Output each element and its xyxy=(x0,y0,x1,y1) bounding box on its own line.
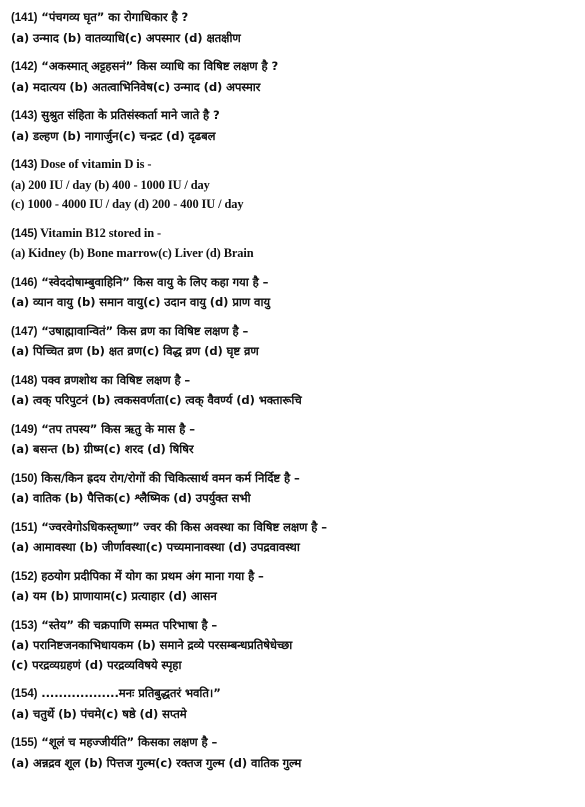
question-item xyxy=(11,106,575,146)
question-number: (146) xyxy=(11,276,38,289)
answer-options: (a) अन्नद्रव शूल (b) पित्तज गुल्म(c) रक्तज गुल्म (d) वातिक गुल्म xyxy=(11,755,302,770)
question-number: (152) xyxy=(11,570,38,583)
question-number: (148) xyxy=(11,374,38,387)
question-number: (145) xyxy=(11,227,38,240)
answer-options: (c) परद्रव्यग्रहणं (d) परद्रव्यविषये स्पृहा xyxy=(11,657,182,672)
question-text: (155) “शूलं च महज्जीर्यति” किसका लक्षण है – xyxy=(11,735,218,749)
question-item xyxy=(11,733,575,773)
question-text: (142) “अकस्मात् अट्टहसनं” किस व्याधि का विषिष्ट लक्षण है ? xyxy=(11,59,279,73)
question-number: (147) xyxy=(11,325,38,338)
answer-options: (a) वातिक (b) पैत्तिक(c) श्लैष्मिक (d) उपर्युक्त सभी xyxy=(11,491,251,505)
answer-options: (a) चतुर्थे (b) पंचमे(c) षष्ठे (d) सप्तमे xyxy=(11,706,187,721)
question-item xyxy=(11,567,575,607)
answer-options: (a) पिच्चित व्रण (b) क्षत व्रण(c) विद्ध व्रण (d) घृष्ट व्रण xyxy=(11,344,259,358)
answer-options: (a) उन्माद (b) वातव्याधि(c) अपस्मार (d) क्षतक्षीण xyxy=(11,30,241,45)
question-item xyxy=(11,371,575,411)
answer-options: (a) यम (b) प्राणायाम(c) प्रत्याहार (d) आसन xyxy=(11,589,217,603)
question-text: (147) “उषाह्मावान्वितं” किस व्रण का विषिष्ट लक्षण है – xyxy=(11,323,249,338)
question-text: (153) “स्तेय” की चक्रपाणि सम्मत परिभाषा है – xyxy=(11,617,218,632)
answer-options: (a) 200 IU / day (b) 400 - 1000 IU / day xyxy=(11,177,210,192)
answer-options: (a) बसन्त (b) ग्रीष्म(c) शरद (d) षिषिर xyxy=(11,442,194,456)
question-item xyxy=(11,420,575,460)
answer-options: (a) व्यान वायु (b) समान वायु(c) उदान वायु (d) प्राण वायु xyxy=(11,295,271,309)
question-number: (143) xyxy=(11,159,38,171)
question-number: (155) xyxy=(11,737,38,749)
question-text: (148) पक्व व्रणशोथ का विषिष्ट लक्षण है – xyxy=(11,372,191,387)
answer-options: (a) त्वक् परिपुटनं (b) त्वकसवर्णता(c) त्वक् वैवर्ण्य (d) भक्तारूचि xyxy=(11,393,302,407)
question-item xyxy=(11,518,575,558)
answer-options: (a) परानिष्टजनकाभिधायकम (b) समाने द्रव्ये परसम्बन्धप्रतिषेधेच्छा xyxy=(11,638,293,652)
question-number: (153) xyxy=(11,619,38,632)
question-text: (151) “ज्वरवेगोऽधिकस्तृष्णा” ज्वर की किस अवस्था का विषिष्ट लक्षण है – xyxy=(11,519,327,534)
question-number: (154) xyxy=(11,688,38,700)
question-text: (152) हठयोग प्रदीपिका में योग का प्रथम अंग माना गया है – xyxy=(11,568,264,583)
question-item xyxy=(11,684,575,724)
question-item xyxy=(11,616,575,676)
question-text: (141) “पंचगव्य घृत” का रोगाधिकार है ? xyxy=(11,10,189,24)
question-item xyxy=(11,224,575,264)
answer-options: (a) Kidney (b) Bone marrow(c) Liver (d) Brain xyxy=(11,246,254,260)
question-text: (149) “तप तपस्य” किस ऋतु के मास है – xyxy=(11,421,195,436)
question-number: (151) xyxy=(11,521,38,534)
question-item xyxy=(11,8,575,48)
question-item xyxy=(11,273,575,313)
question-number: (149) xyxy=(11,423,38,436)
question-number: (150) xyxy=(11,472,38,485)
question-item xyxy=(11,155,575,215)
answer-options: (a) मदात्यय (b) अतत्वाभिनिवेष(c) उन्माद (d) अपस्मार xyxy=(11,79,261,94)
question-item xyxy=(11,469,575,509)
answer-options: (c) 1000 - 4000 IU / day (d) 200 - 400 IU / day xyxy=(11,197,244,211)
question-text: (154) ..................मनः प्रतिबुद्धतरं भवति।” xyxy=(11,686,221,700)
question-text: (143) Dose of vitamin D is - xyxy=(11,157,152,171)
question-text: (145) Vitamin B12 stored in - xyxy=(11,225,162,240)
question-number: (143) xyxy=(11,110,38,122)
question-item xyxy=(11,57,575,97)
answer-options: (a) आमावस्था (b) जीर्णावस्था(c) पच्यमानावस्था (d) उपद्रवावस्था xyxy=(11,540,300,554)
question-text: (150) किस/किन ह्रदय रोग/रोगों की चिकित्सार्थ वमन कर्म निर्दिष्ट है – xyxy=(11,470,300,485)
question-number: (141) xyxy=(11,12,38,24)
question-number: (142) xyxy=(11,61,38,73)
question-text: (146) “स्वेददोषाम्बुवाहिनि” किस वायु के लिए कहा गया है – xyxy=(11,274,269,289)
question-item xyxy=(11,322,575,362)
question-text: (143) सुश्रुत संहिता के प्रतिसंस्कर्ता माने जाते है ? xyxy=(11,108,220,122)
answer-options: (a) डल्हण (b) नागार्जुन(c) चन्द्रट (d) दृढबल xyxy=(11,128,216,143)
